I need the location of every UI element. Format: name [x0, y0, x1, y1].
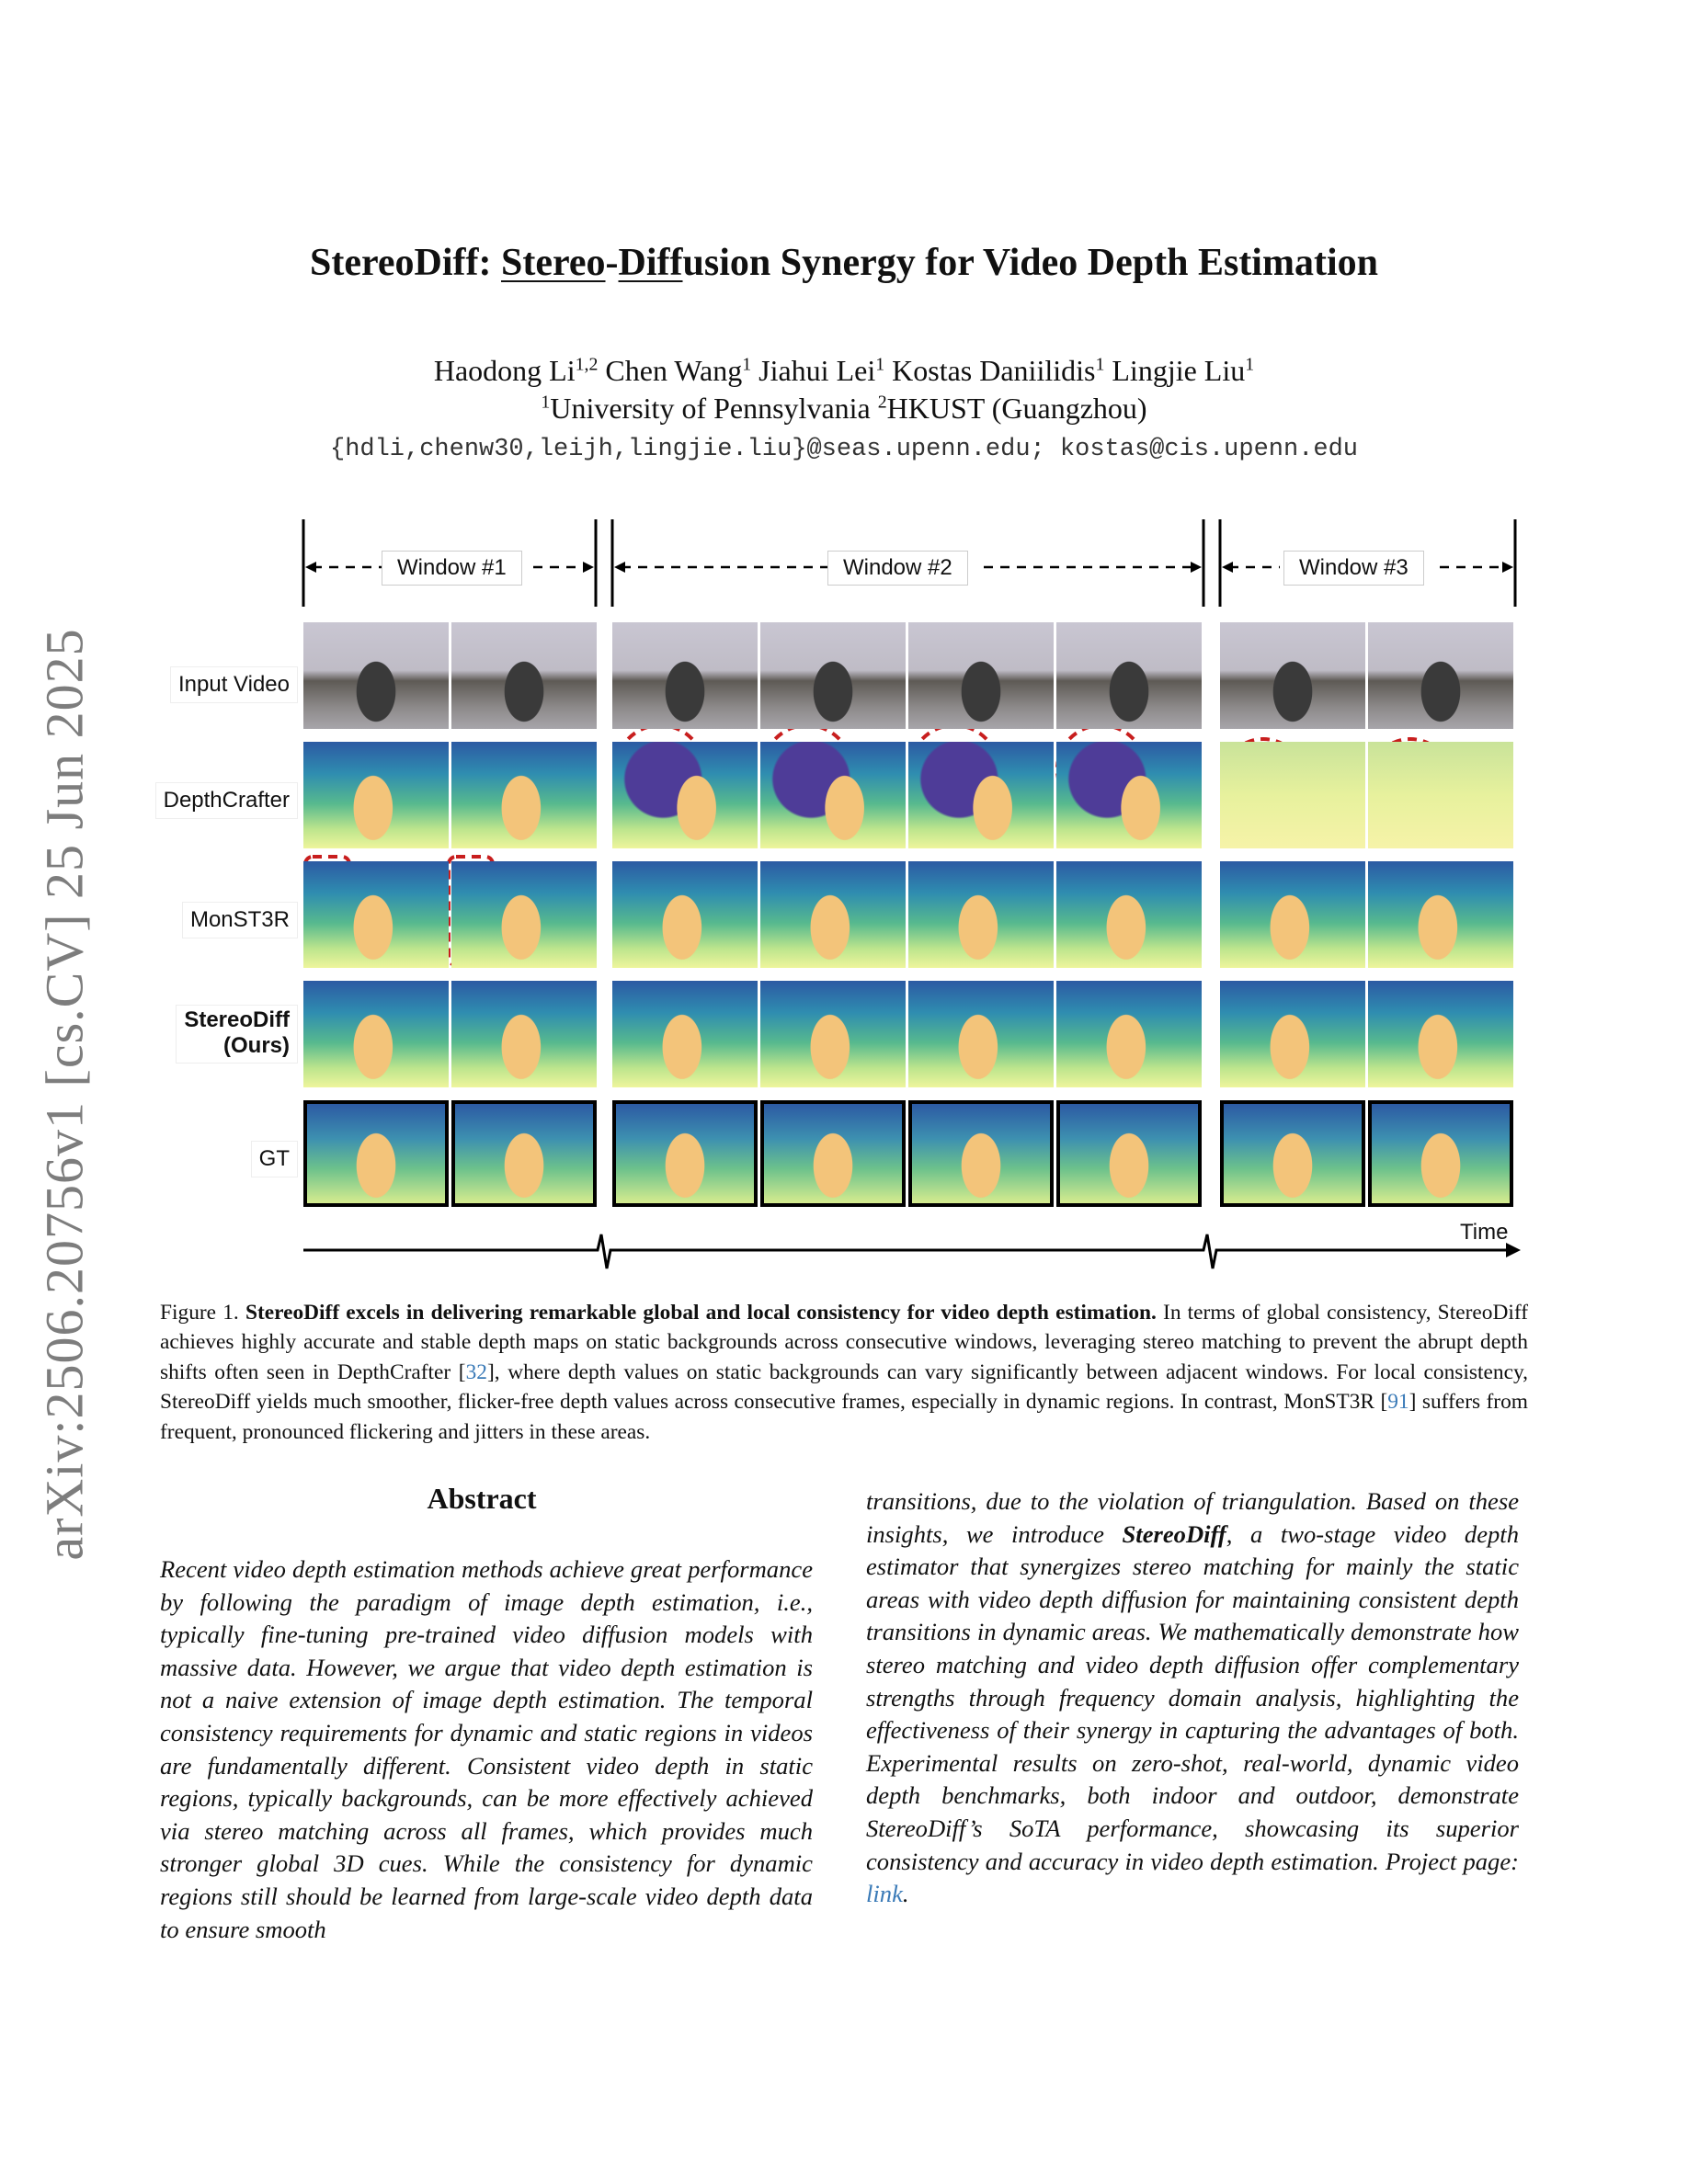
row-label-monst3r: MonST3R	[182, 902, 298, 938]
window-label: Window #2	[827, 551, 968, 586]
depth-frame	[1220, 861, 1365, 968]
input-frame	[1056, 622, 1202, 729]
row-label-stereodiff: StereoDiff (Ours)	[176, 1005, 298, 1064]
author-emails: {hdli,chenw30,leijh,lingjie.liu}@seas.upenn.edu; kostas@cis.upenn.edu	[330, 436, 1358, 463]
input-frame	[303, 622, 449, 729]
depth-frame	[451, 861, 597, 968]
arxiv-stamp: arXiv:2506.20756v1 [cs.CV] 25 Jun 2025	[34, 627, 95, 1561]
author: Lingjie Liu$^1$	[1112, 354, 1255, 387]
depth-frame	[451, 981, 597, 1087]
gt-frame	[303, 1100, 449, 1207]
depth-frame	[612, 981, 758, 1087]
depth-frame	[760, 981, 906, 1087]
author: Kostas Daniilidis$^1$	[892, 354, 1105, 387]
gt-frame	[1220, 1100, 1365, 1207]
paper-title: StereoDiff: Stereo-Diffusion Synergy for Video Depth Estimation	[310, 242, 1378, 284]
depth-frame	[1220, 742, 1365, 848]
citation-link[interactable]: 91	[1387, 1390, 1409, 1415]
depth-frame	[908, 742, 1054, 848]
depth-frame	[1368, 981, 1513, 1087]
author-list	[0, 354, 1688, 388]
depth-frame	[760, 861, 906, 968]
depth-frame	[1056, 861, 1202, 968]
depth-frame	[451, 742, 597, 848]
depth-frame	[303, 981, 449, 1087]
input-frame	[612, 622, 758, 729]
abstract-left-column: Recent video depth estimation methods achieve great performance by following the paradigm of image depth estimation, i.e., typically fine-tuning pre-trained video diffusion models with massive data. However, we argue that video depth estimation is not a naive extension of image depth estimation. The temporal consistency requirements for dynamic and static regions in videos are fundamentally different. Consistent video depth in static regions, typically backgrounds, can be more effectively achieved via stereo matching across all frames, which provides much stronger global 3D cues. While the consistency for dynamic regions still should be learned from large-scale video depth data to ensure smooth	[160, 1555, 813, 1943]
input-frame	[908, 622, 1054, 729]
depth-frame	[303, 861, 449, 968]
gt-frame	[1368, 1100, 1513, 1207]
depth-frame	[908, 861, 1054, 968]
gt-frame	[612, 1100, 758, 1207]
input-frame	[1220, 622, 1365, 729]
gt-frame	[1056, 1100, 1202, 1207]
project-page-link[interactable]: link	[866, 1880, 903, 1908]
gt-frame	[451, 1100, 597, 1207]
input-frame	[760, 622, 906, 729]
window-label: Window #3	[1283, 551, 1424, 586]
row-label-gt: GT	[251, 1141, 298, 1177]
figure-caption: Figure 1. StereoDiff excels in delivering remarkable global and local consistency for video depth estimation. In terms of global consistency, StereoDiff achieves highly accurate and stable depth maps on static backgrounds across consecutive windows, leveraging stereo matching to prevent the abrupt depth shifts often seen in DepthCrafter [32], where depth values on static backgrounds can vary significantly between adjacent windows. For local consistency, StereoDiff yields much smoother, flicker-free depth values across consecutive frames, especially in dynamic regions. In contrast, MonST3R [91] suffers from frequent, pronounced flickering and jitters in these areas.	[160, 1301, 1528, 1444]
depth-frame	[760, 742, 906, 848]
figure-1	[156, 519, 1535, 1282]
author: Jiahui Lei$^1$	[758, 354, 885, 387]
abstract-right-column: transitions, due to the violation of triangulation. Based on these insights, we introduce StereoDiff, a two-stage video depth estimator that synergizes stereo matching for mainly the static areas with video depth diffusion for maintaining consistent depth transitions in dynamic areas. We mathematically demonstrate how stereo matching and video depth diffusion offer complementary strengths through frequency domain analysis, highlighting the effectiveness of their synergy in capturing the advantages of both. Experimental results on zero-shot, real-world, dynamic video depth benchmarks, both indoor and outdoor, demonstrate StereoDiff’s SoTA performance, showcasing its superior consistency and accuracy in video depth estimation. Project page: link.	[866, 1487, 1519, 1908]
depth-frame	[1368, 861, 1513, 968]
input-frame	[1368, 622, 1513, 729]
depth-frame	[1056, 742, 1202, 848]
depth-frame	[1368, 742, 1513, 848]
depth-frame	[612, 861, 758, 968]
depth-frame	[1220, 981, 1365, 1087]
depth-frame	[303, 742, 449, 848]
gt-frame	[760, 1100, 906, 1207]
citation-link[interactable]: 32	[465, 1359, 487, 1384]
depth-frame	[908, 981, 1054, 1087]
affiliations: $^1$University of Pennsylvania $^2$HKUST (Guangzhou)	[541, 392, 1147, 425]
row-label-input: Input Video	[170, 666, 298, 703]
row-label-depthcrafter: DepthCrafter	[155, 782, 298, 819]
author: Chen Wang$^1$	[605, 354, 752, 387]
window-label: Window #1	[382, 551, 522, 586]
author: Haodong Li$^{1,2}$	[433, 354, 599, 387]
depth-frame	[1056, 981, 1202, 1087]
gt-frame	[908, 1100, 1054, 1207]
input-frame	[451, 622, 597, 729]
time-axis-label: Time	[1460, 1220, 1509, 1245]
depth-frame	[612, 742, 758, 848]
abstract-heading: Abstract	[427, 1482, 537, 1515]
